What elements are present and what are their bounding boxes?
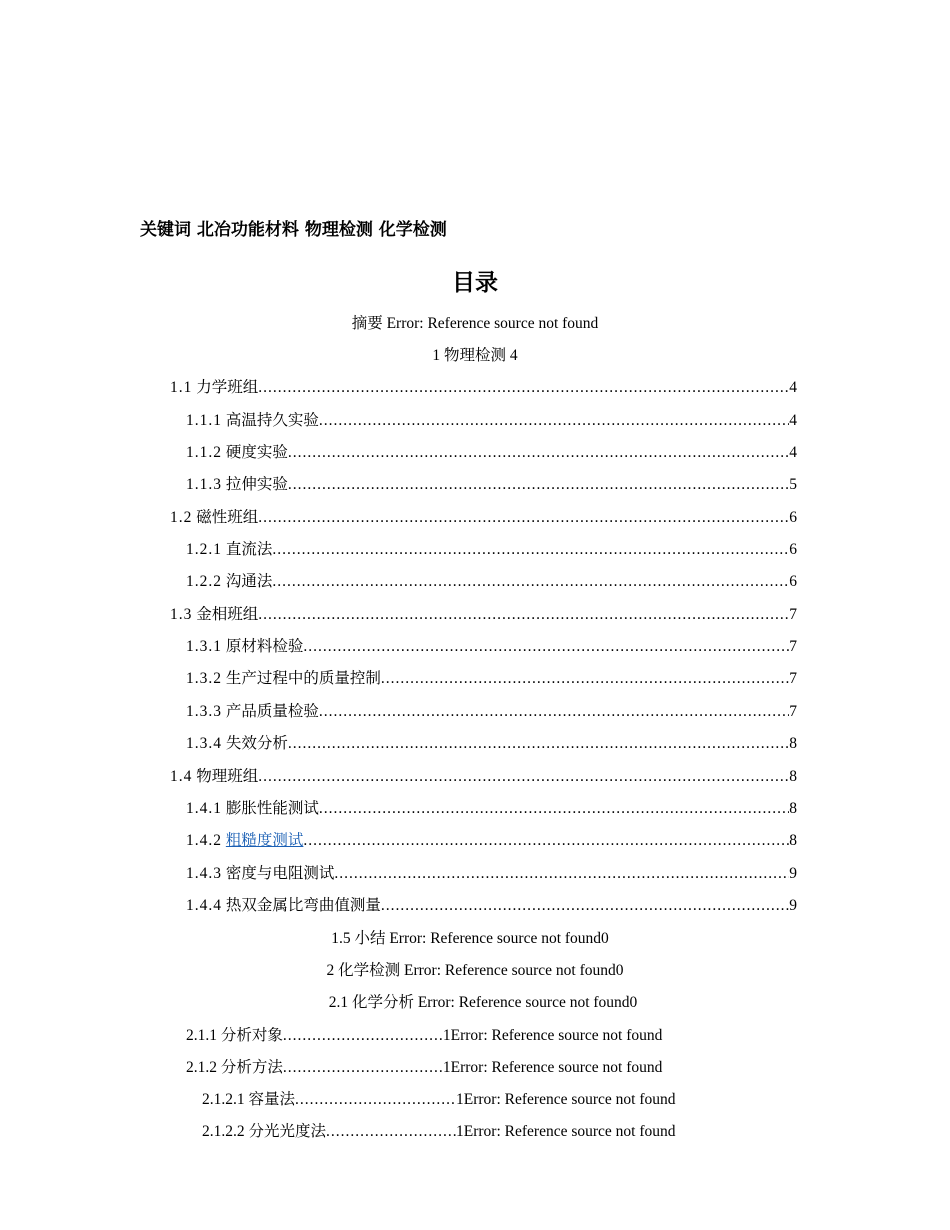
toc-entry[interactable]: 1.3.3 产品质量检验 ..... 7 [186, 699, 797, 721]
toc-entry[interactable]: 1.3.4 失效分析 ..... 8 [186, 731, 797, 753]
toc-entry[interactable]: 1.4.2 粗糙度测试 ..... 8 [186, 828, 797, 850]
toc-chapter-1-line[interactable]: 1 物理检测 4 [432, 347, 518, 364]
toc-entry[interactable]: 1.1.3 拉伸实验 ..... 5 [186, 472, 797, 494]
toc-entry[interactable]: 1.2.2 沟通法 ..... 6 [186, 569, 797, 591]
toc-entry[interactable]: 1.1.1 高温持久实验 ..... 4 [186, 408, 797, 430]
toc-chapter-2-line[interactable]: 2 化学检测 Error: Reference source not found0 [326, 962, 624, 979]
toc-summary-line[interactable]: 1.5 小结 Error: Reference source not found0 [331, 930, 609, 947]
toc-entry[interactable]: 1.2.1 直流法 ..... 6 [186, 537, 797, 559]
toc-entry[interactable]: 1.4.4 热双金属比弯曲值测量 ..... 9 [186, 893, 797, 915]
toc-abstract-line[interactable]: 摘要 Error: Reference source not found [351, 315, 599, 332]
toc-entry[interactable]: 1.1 力学班组 ..... 4 [170, 375, 797, 397]
toc-error-entry[interactable]: 2.1.1 分析对象 ..... 1Error: Reference source not found [186, 1023, 797, 1045]
toc-entry[interactable]: 1.4.3 密度与电阻测试 ..... 9 [186, 861, 797, 883]
toc-section-2-1-line[interactable]: 2.1 化学分析 Error: Reference source not found0 [328, 994, 638, 1011]
toc-error-entry[interactable]: 2.1.2 分析方法 ..... 1Error: Reference source not found [186, 1055, 797, 1077]
toc-entry[interactable]: 1.1.2 硬度实验 ..... 4 [186, 440, 797, 462]
toc-error-entry[interactable]: 2.1.2.1 容量法 ..... 1Error: Reference source not found [202, 1087, 797, 1109]
toc-entry[interactable]: 1.4 物理班组 ..... 8 [170, 764, 797, 786]
toc-title: 目录 [452, 270, 498, 296]
toc-error-entry[interactable]: 2.1.2.2 分光光度法 ..... 1Error: Reference source not found [202, 1119, 797, 1141]
toc-entry[interactable]: 1.3.1 原材料检验 ..... 7 [186, 634, 797, 656]
keywords-line: 关键词 北冶功能材料 物理检测 化学检测 [140, 220, 447, 240]
toc-entry[interactable]: 1.3.2 生产过程中的质量控制 ..... 7 [186, 666, 797, 688]
roughness-test-link[interactable]: 粗糙度测试 [225, 832, 304, 849]
toc-entry[interactable]: 1.3 金相班组 ..... 7 [170, 602, 797, 624]
toc-entry[interactable]: 1.4.1 膨胀性能测试 ..... 8 [186, 796, 797, 818]
toc-entry[interactable]: 1.2 磁性班组 ..... 6 [170, 505, 797, 527]
